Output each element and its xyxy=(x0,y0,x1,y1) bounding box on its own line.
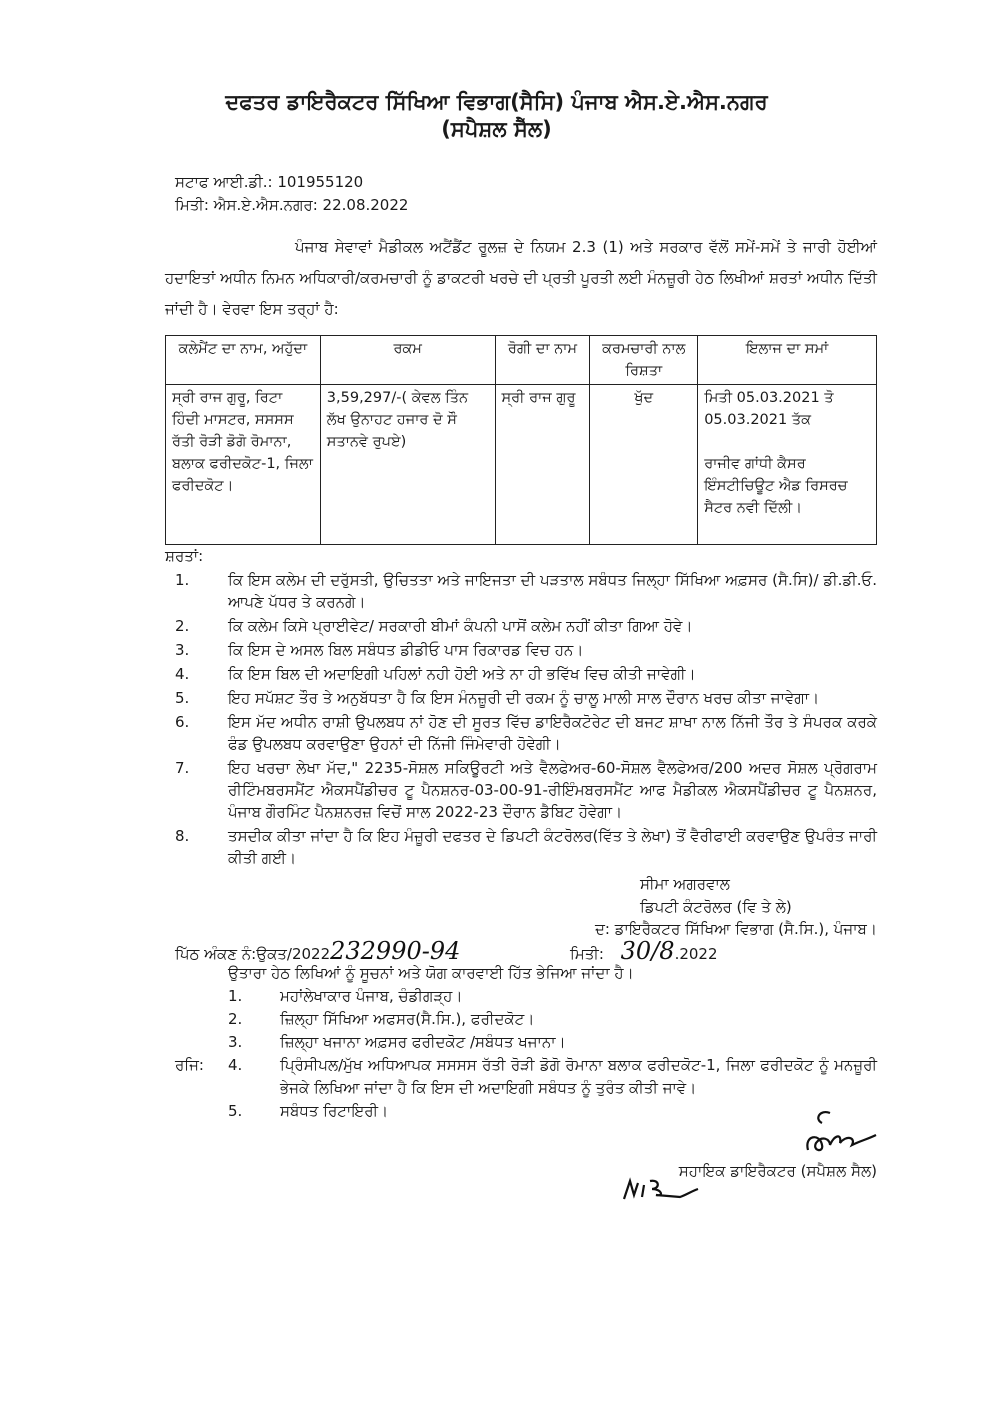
copy-item xyxy=(175,1031,877,1054)
staff-id: ਸਟਾਫ ਆਈ.ਡੀ.: 101955120 xyxy=(175,173,364,191)
condition-number: 2. xyxy=(175,617,190,635)
table-header-row xyxy=(166,336,877,385)
letter-date: ਮਿਤੀ: ਐਸ.ਏ.ਐਸ.ਨਗਰ: 22.08.2022 xyxy=(175,196,409,214)
copy-list xyxy=(175,985,877,1123)
registered-label: ਰਜਿ: xyxy=(175,1056,204,1074)
condition-text: ਇਹ ਸਪੱਸ਼ਟ ਤੌਰ ਤੇ ਅਨੁਬੱਧਤਾ ਹੈ ਕਿ ਇਸ ਮੰਨਜ਼ੂਰੀ ਦੀ ਰਕਮ ਨੂੰ ਚਾਲੂ ਮਾਲੀ ਸਾਲ ਦੌਰਾਨ ਖਰਚ ਕੀਤਾ ਜਾਵੇਗਾ। xyxy=(228,689,820,707)
signatory-name: ਸੀਮਾ ਅਗਰਵਾਲ xyxy=(640,875,730,893)
cell-amount: 3,59,297/-( ਕੇਵਲ ਤਿੰਨ ਲੱਖ ਉਨਾਹਟ ਹਜਾਰ ਦੋ ਸੌ ਸਤਾਨਵੇ ਰੁਪਏ) xyxy=(320,385,495,545)
copy-text: ਮਹਾਂਲੇਖਾਕਾਰ ਪੰਜਾਬ, ਚੰਡੀਗੜ੍ਹ। xyxy=(280,987,463,1005)
treatment-dates: ਮਿਤੀ 05.03.2021 ਤੋ 05.03.2021 ਤੱਕ xyxy=(704,390,834,428)
date-year: .2022 xyxy=(674,945,718,963)
cell-claimant: ਸ੍ਰੀ ਰਾਜ ਗੁਰੂ, ਰਿਟਾ ਹਿੰਦੀ ਮਾਸਟਰ, ਸਸਸਸ ਰੱਤੀ ਰੋੜੀ ਡੋਗੋ ਰੋਮਾਨਾ, ਬਲਾਕ ਫਰੀਦਕੋਟ-1, ਜਿਲਾ ਫਰੀਦਕੋਟ। xyxy=(166,385,321,545)
condition-item xyxy=(165,569,877,613)
copy-item xyxy=(175,1100,877,1123)
intro-paragraph: ਪੰਜਾਬ ਸੇਵਾਵਾਂ ਮੈਡੀਕਲ ਅਟੈਂਡੈਂਟ ਰੂਲਜ਼ ਦੇ ਨਿਯਮ 2.3 (1) ਅਤੇ ਸਰਕਾਰ ਵੱਲੋਂ ਸਮੇਂ-ਸਮੇਂ ਤੇ ਜਾਰੀ ਹੋਈਆਂ ਹਦਾਇਤਾਂ ਅਧੀਨ ਨਿਮਨ ਅਧਿਕਾਰੀ/ਕਰਮਚਾਰੀ ਨੂੰ ਡਾਕਟਰੀ ਖਰਚੇ ਦੀ ਪ੍ਰਤੀ ਪੂਰਤੀ ਲਈ ਮੰਨਜ਼ੂਰੀ ਹੇਠ ਲਿਖੀਆਂ ਸ਼ਰਤਾਂ ਅਧੀਨ ਦਿੱਤੀ ਜਾਂਦੀ ਹੈ। ਵੇਰਵਾ ਇਸ ਤਰ੍ਹਾਂ ਹੈ: xyxy=(165,238,877,318)
copy-text: ਸਬੰਧਤ ਰਿਟਾਇਰੀ। xyxy=(280,1102,389,1120)
copy-text: ਜ਼ਿਲ੍ਹਾ ਸਿੱਖਿਆ ਅਫਸਰ(ਸੈ.ਸਿ.), ਫਰੀਦਕੋਟ। xyxy=(280,1010,535,1028)
office-subtitle: (ਸਪੈਸ਼ਲ ਸੈੱਲ) xyxy=(441,117,552,141)
cell-patient: ਸ੍ਰੀ ਰਾਜ ਗੁਰੂ xyxy=(495,385,590,545)
condition-number: 3. xyxy=(175,641,190,659)
initials-mark xyxy=(620,1175,700,1205)
copy-number: 2. xyxy=(228,1010,243,1028)
condition-item xyxy=(165,687,877,709)
table-row xyxy=(166,385,877,545)
header-claimant: ਕਲੇਮੈਂਟ ਦਾ ਨਾਮ, ਅਹੁੱਦਾ xyxy=(166,336,321,385)
copy-item xyxy=(175,1008,877,1031)
endorsement-prefix: ਪਿੱਠ ਅੰਕਣ ਨੰ:ਉਕਤ/2022 xyxy=(175,945,331,963)
condition-item xyxy=(165,711,877,755)
header-amount: ਰਕਮ xyxy=(320,336,495,385)
condition-number: 8. xyxy=(175,827,190,845)
handwritten-number: 232990-94 xyxy=(330,937,461,965)
copy-intro: ਉਤਾਰਾ ਹੇਠ ਲਿਖਿਆਂ ਨੂੰ ਸੂਚਨਾਂ ਅਤੇ ਯੋਗ ਕਾਰਵਾਈ ਹਿੱਤ ਭੇਜਿਆ ਜਾਂਦਾ ਹੈ। xyxy=(228,964,634,982)
cell-relation: ਖੁੱਦ xyxy=(590,385,698,545)
copy-text: ਜ਼ਿਲ੍ਹਾ ਖਜਾਨਾ ਅਫ਼ਸਰ ਫਰੀਦਕੋਟ /ਸਬੰਧਤ ਖਜਾਨਾ। xyxy=(280,1033,566,1051)
copy-number: 1. xyxy=(228,987,243,1005)
condition-text: ਤਸਦੀਕ ਕੀਤਾ ਜਾਂਦਾ ਹੈ ਕਿ ਇਹ ਮੰਜ਼ੂਰੀ ਦਫਤਰ ਦੇ ਡਿਪਟੀ ਕੰਟਰੋਲਰ(ਵਿੱਤ ਤੇ ਲੇਖਾ) ਤੋਂ ਵੈਰੀਫਾਈ ਕਰਵਾਉਣ ਉਪਰੰਤ ਜਾਰੀ ਕੀਤੀ ਗਈ। xyxy=(228,827,877,867)
condition-number: 6. xyxy=(175,713,190,731)
condition-item xyxy=(165,615,877,637)
conditions-heading: ਸ਼ਰਤਾਂ: xyxy=(165,547,204,565)
copy-item xyxy=(175,985,877,1008)
condition-text: ਇਸ ਮੱਦ ਅਧੀਨ ਰਾਸ਼ੀ ਉਪਲਬਧ ਨਾਂ ਹੋਣ ਦੀ ਸੂਰਤ ਵਿੱਚ ਡਾਇਰੈਕਟੋਰੇਟ ਦੀ ਬਜਟ ਸ਼ਾਖਾ ਨਾਲ ਨਿੱਜੀ ਤੌਰ ਤੇ ਸੰਪਰਕ ਕਰਕੇ ਫੰਡ ਉਪਲਬਧ ਕਰਵਾਉਣਾ ਉਹਨਾਂ ਦੀ ਨਿੱਜੀ ਜਿੰਮੇਵਾਰੀ ਹੋਵੇਗੀ। xyxy=(228,713,877,753)
hospital-name: ਰਾਜੀਵ ਗਾਂਧੀ ਕੈਸਰ ਇੰਸਟੀਚਿਊਟ ਐਡ ਰਿਸਰਚ ਸੈਟਰ ਨਵੀ ਦਿੱਲੀ। xyxy=(704,456,848,516)
copy-text: ਪ੍ਰਿੰਸੀਪਲ/ਮੁੱਖ ਅਧਿਆਪਕ ਸਸਸਸ ਰੱਤੀ ਰੋੜੀ ਡੋਗੋ ਰੋਮਾਨਾ ਬਲਾਕ ਫਰੀਦਕੋਟ-1, ਜਿਲਾ ਫਰੀਦਕੋਟ ਨੂੰ ਮਨਜ਼ੂਰੀ ਭੇਜਕੇ ਲਿਖਿਆ ਜਾਂਦਾ ਹੈ ਕਿ ਇਸ ਦੀ ਅਦਾਇਗੀ ਸਬੰਧਤ ਨੂੰ ਤੁਰੰਤ ਕੀਤੀ ਜਾਵੇ। xyxy=(280,1056,877,1097)
condition-text: ਕਿ ਕਲੇਮ ਕਿਸੇ ਪ੍ਰਾਈਵੇਟ/ ਸਰਕਾਰੀ ਬੀਮਾਂ ਕੰਪਨੀ ਪਾਸੋਂ ਕਲੇਮ ਨਹੀਂ ਕੀਤਾ ਗਿਆ ਹੋਵੇ। xyxy=(228,617,693,635)
handwritten-date: 30/8 xyxy=(620,937,675,965)
condition-item xyxy=(165,663,877,685)
condition-text: ਕਿ ਇਸ ਬਿਲ ਦੀ ਅਦਾਇਗੀ ਪਹਿਲਾਂ ਨਹੀ ਹੋਈ ਅਤੇ ਨਾ ਹੀ ਭਵਿੱਖ ਵਿਚ ਕੀਤੀ ਜਾਵੇਗੀ। xyxy=(228,665,696,683)
header-patient: ਰੋਗੀ ਦਾ ਨਾਮ xyxy=(495,336,590,385)
signatory-designation: ਡਿਪਟੀ ਕੰਟਰੋਲਰ (ਵਿ ਤੇ ਲੇ) xyxy=(640,898,792,916)
date-label: ਮਿਤੀ: xyxy=(570,945,604,963)
cell-period xyxy=(698,385,877,545)
condition-item xyxy=(165,757,877,823)
condition-item xyxy=(165,825,877,869)
copy-number: 4. xyxy=(228,1056,243,1074)
header-relation: ਕਰਮਚਾਰੀ ਨਾਲ ਰਿਸ਼ਤਾ xyxy=(590,336,698,385)
condition-number: 4. xyxy=(175,665,190,683)
copy-item xyxy=(175,1054,877,1100)
condition-item xyxy=(165,639,877,661)
condition-number: 5. xyxy=(175,689,190,707)
conditions-list xyxy=(165,569,877,869)
signature-mark xyxy=(800,1105,880,1155)
header-period: ਇਲਾਜ ਦਾ ਸਮਾਂ xyxy=(698,336,877,385)
condition-text: ਇਹ ਖਰਚਾ ਲੇਖਾ ਮੱਦ," 2235-ਸੋਸ਼ਲ ਸਕਿਊਰਟੀ ਅਤੇ ਵੈਲਫੇਅਰ-60-ਸੋਸ਼ਲ ਵੈਲਫੇਅਰ/200 ਅਦਰ ਸੋਸ਼ਲ ਪ੍ਰੋਗਰਾਮ ਰੀਟਿੰਮਬਰਸਮੈਂਟ ਐਕਸਪੈਂਡੀਚਰ ਟੂ ਪੈਨਸ਼ਨਰ-03-00-91-ਰੀਇੰਮਬਰਸਮੈਂਟ ਆਫ ਮੈਡੀਕਲ ਐਕਸਪੈਂਡੀਚਰ ਟੂ ਪੈਨਸ਼ਨਰ, ਪੰਜਾਬ ਗੌਰਮਿੰਟ ਪੈਨਸ਼ਨਰਜ਼ ਵਿਚੋਂ ਸਾਲ 2022-23 ਦੌਰਾਨ ਡੈਬਿਟ ਹੋਵੇਗਾ। xyxy=(228,759,877,821)
signatory-office: ਦ: ਡਾਇਰੈਕਟਰ ਸਿੱਖਿਆ ਵਿਭਾਗ (ਸੈ.ਸਿ.), ਪੰਜਾਬ। xyxy=(594,920,877,938)
office-title: ਦਫਤਰ ਡਾਇਰੈਕਟਰ ਸਿੱਖਿਆ ਵਿਭਾਗ(ਸੈਸਿ) ਪੰਜਾਬ ਐਸ.ਏ.ਐਸ.ਨਗਰ xyxy=(225,90,768,114)
conditions-section xyxy=(165,545,877,871)
copy-number: 3. xyxy=(228,1033,243,1051)
copy-number: 5. xyxy=(228,1102,243,1120)
claim-table xyxy=(165,335,877,545)
condition-number: 7. xyxy=(175,759,190,777)
condition-text: ਕਿ ਇਸ ਕਲੇਮ ਦੀ ਦਰੁੱਸਤੀ, ਉਚਿਤਤਾ ਅਤੇ ਜਾਇਜਤਾ ਦੀ ਪੜਤਾਲ ਸਬੰਧਤ ਜਿਲ੍ਹਾ ਸਿੱਖਿਆ ਅਫ਼ਸਰ (ਸੈ.ਸਿ)/ ਡੀ.ਡੀ.ਓ. ਆਪਣੇ ਪੱਧਰ ਤੇ ਕਰਨਗੇ। xyxy=(228,571,877,611)
condition-text: ਕਿ ਇਸ ਦੇ ਅਸਲ ਬਿਲ ਸਬੰਧਤ ਡੀਡੀਓ ਪਾਸ ਰਿਕਾਰਡ ਵਿਚ ਹਨ। xyxy=(228,641,584,659)
condition-number: 1. xyxy=(175,571,190,589)
final-signatory-designation: ਸਹਾਇਕ ਡਾਇਰੈਕਟਰ (ਸਪੈਸ਼ਲ ਸੈਲ) xyxy=(678,1162,877,1180)
